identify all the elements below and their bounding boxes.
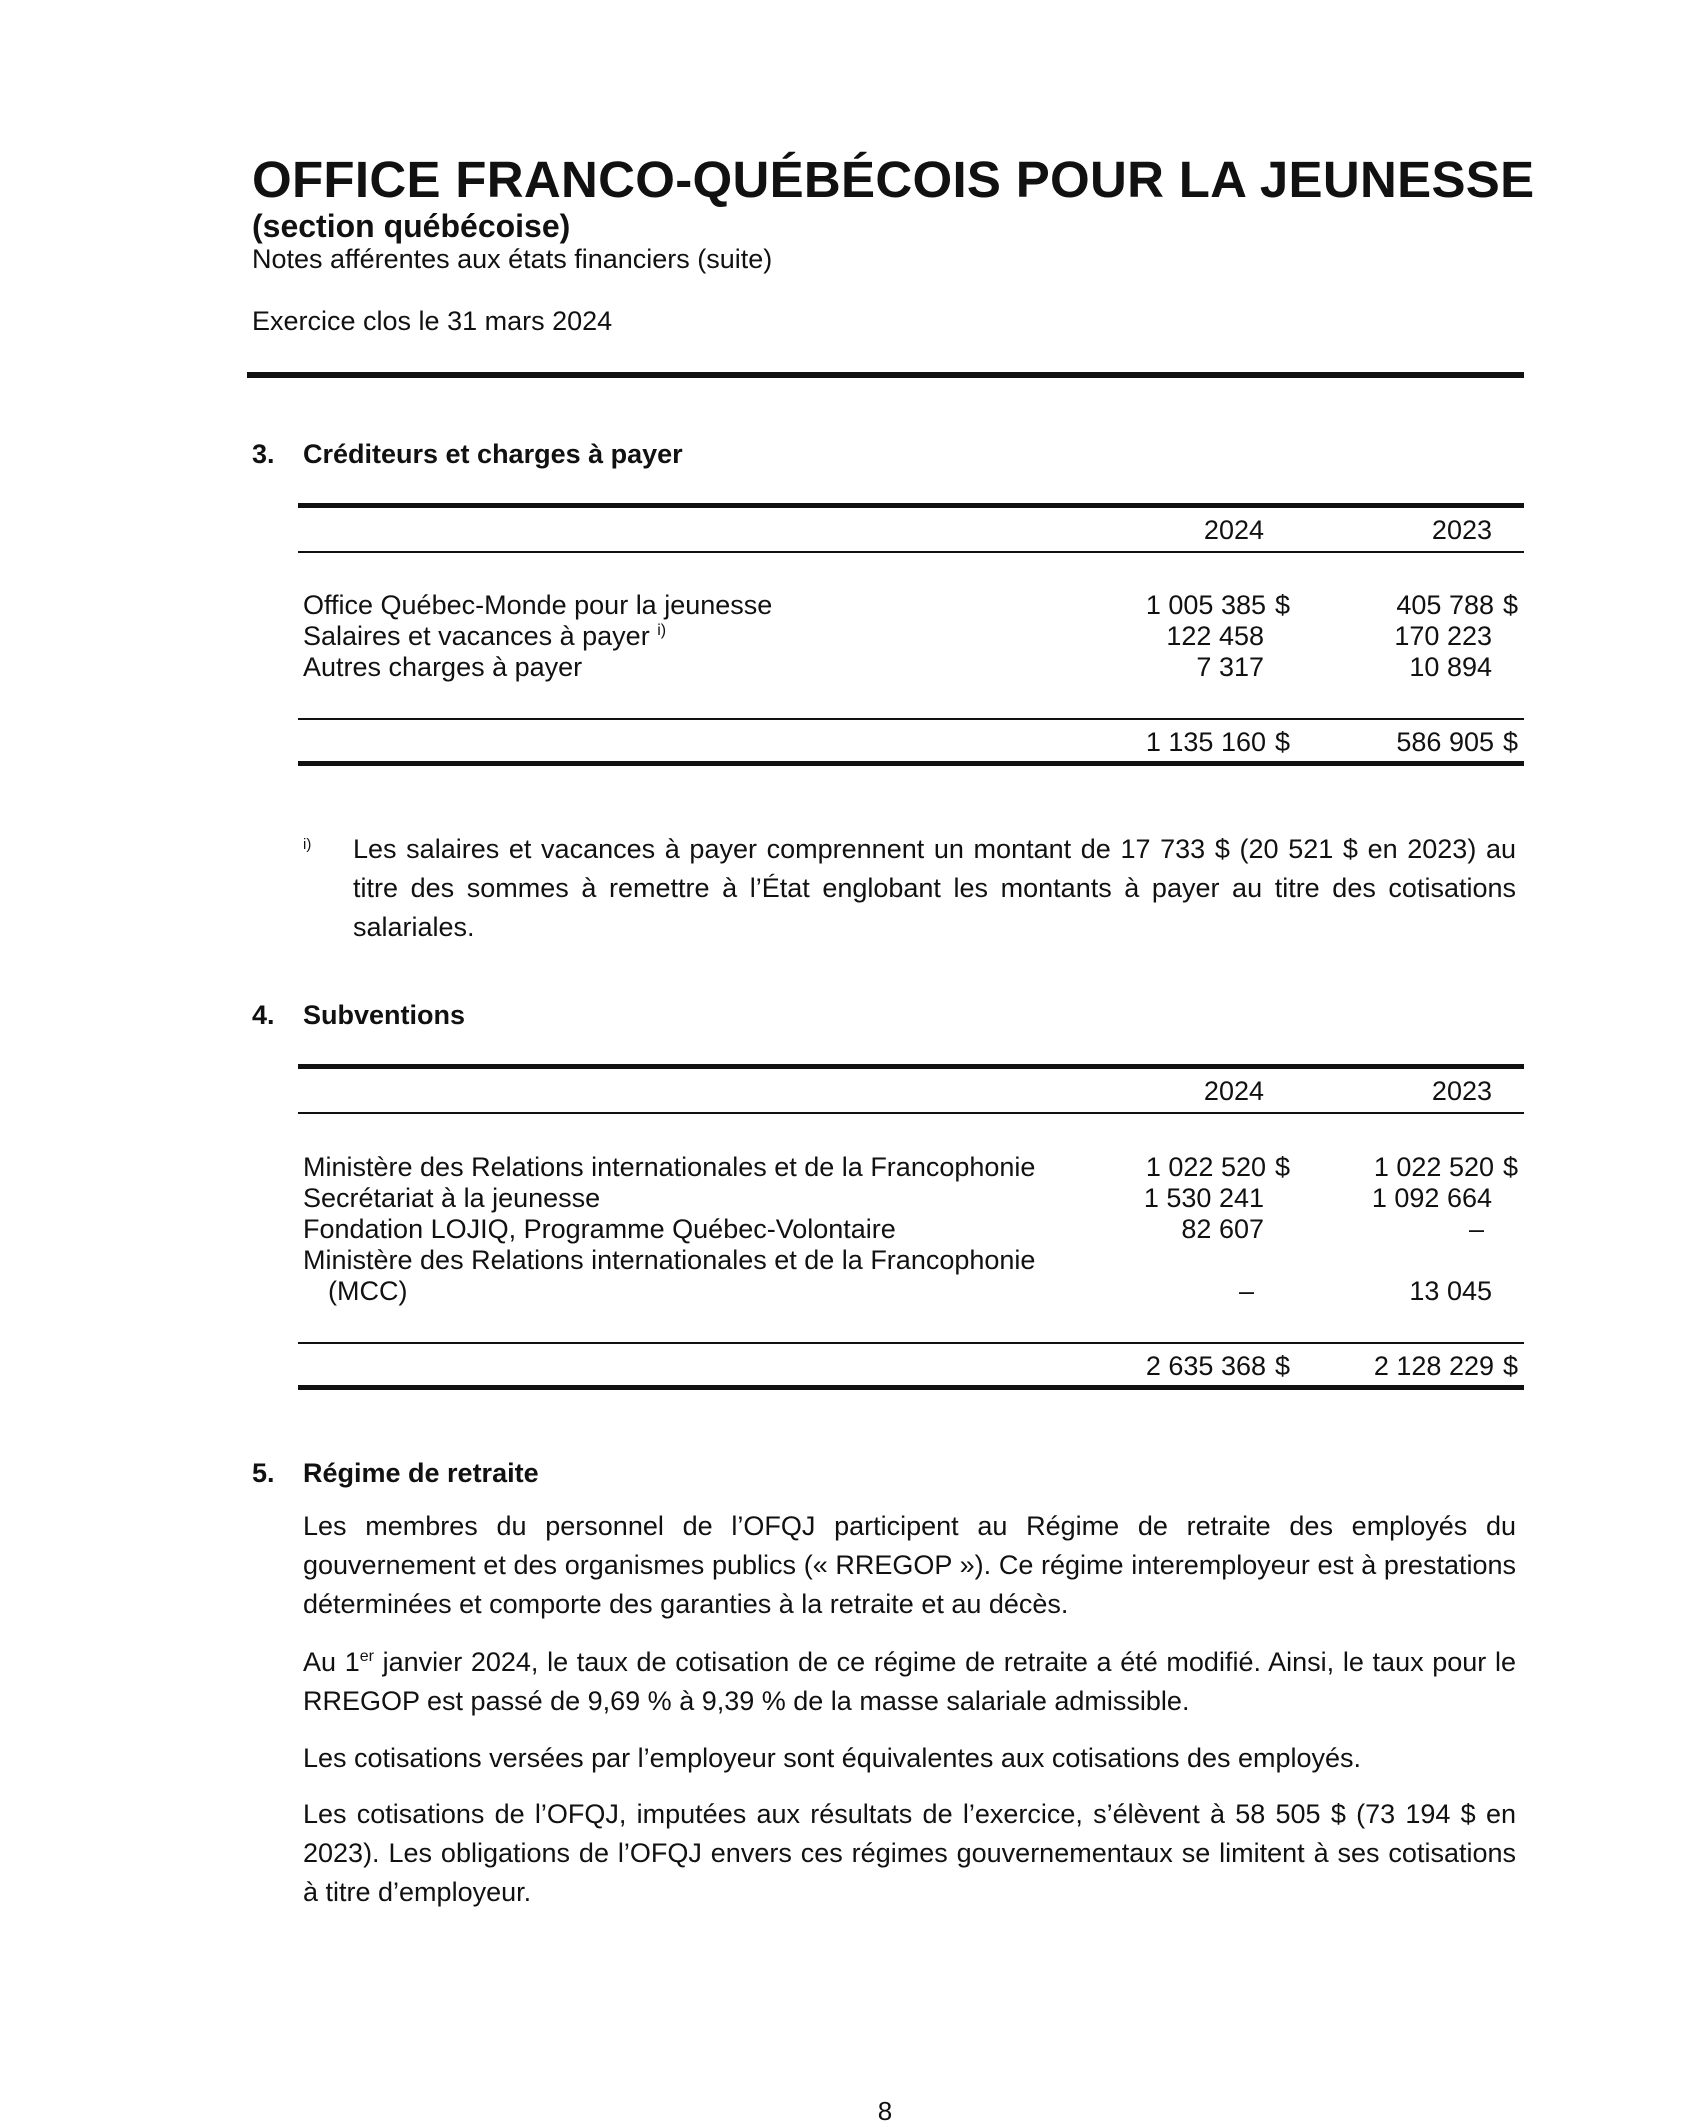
table-3-bottom-rule — [298, 761, 1524, 766]
section-5-paragraph-1: Les membres du personnel de l’OFQJ participent au Régime de retraite des employés du gouvernement et des organismes publics (« RREGOP »). Ce régime interemployeur est à prestations déterminées et comporte des garanties à la retraite et au décès. — [303, 1511, 1516, 1619]
table-4-row-1-label: Ministère des Relations internationales et de la Francophonie — [303, 1152, 1036, 1182]
document-subline: Notes afférentes aux états financiers (suite) — [252, 244, 773, 274]
table-4-row-3-label: Fondation LOJIQ, Programme Québec-Volontaire — [303, 1214, 896, 1244]
section-5-title: Régime de retraite — [303, 1458, 539, 1488]
table-4-col-2024: 2024 — [1203, 1076, 1264, 1106]
table-4-total-rule — [298, 1342, 1524, 1344]
table-4-row-2-2024: 1 530 241 — [1143, 1183, 1264, 1213]
table-4-header-rule — [298, 1112, 1524, 1114]
table-4-row-3-2023: – — [1468, 1214, 1484, 1244]
table-3-row-3-label: Autres charges à payer — [303, 652, 583, 682]
table-3-row-2-2023: 170 223 — [1394, 621, 1492, 651]
section-4-title: Subventions — [303, 1000, 466, 1030]
table-3-row-1-label: Office Québec-Monde pour la jeunesse — [303, 590, 773, 620]
section-3-number: 3. — [252, 439, 275, 469]
table-4-row-2-label: Secrétariat à la jeunesse — [303, 1183, 601, 1213]
table-3-header-rule — [298, 551, 1524, 553]
table-3-row-3-2024: 7 317 — [1196, 652, 1264, 682]
table-4-row-4-label: Ministère des Relations internationales et de la Francophonie — [303, 1245, 1036, 1275]
table-4-bottom-rule — [298, 1385, 1524, 1390]
section-5-paragraph-3: Les cotisations versées par l’employeur sont équivalentes aux cotisations des employés. — [303, 1743, 1362, 1773]
page-number: 8 — [877, 2096, 893, 2126]
table-3-col-2024: 2024 — [1203, 515, 1264, 545]
table-3-row-2-label: Salaires et vacances à payer $^{i)}$ — [303, 621, 667, 651]
table-4-total-2024: 2 635 368 $ — [1145, 1351, 1290, 1381]
table-3-col-2023: 2023 — [1431, 515, 1492, 545]
document-title: OFFICE FRANCO-QUÉBÉCOIS POUR LA JEUNESSE — [252, 151, 1535, 208]
section-3-title: Créditeurs et charges à payer — [303, 439, 683, 469]
fiscal-period: Exercice clos le 31 mars 2024 — [252, 306, 613, 336]
table-3-total-rule — [298, 718, 1524, 720]
table-3-row-1-2024: 1 005 385 $ — [1145, 590, 1290, 620]
document-subtitle: (section québécoise) — [252, 208, 571, 244]
footnote-ref: i) — [657, 622, 667, 639]
section-5-number: 5. — [252, 1458, 275, 1488]
table-4-top-rule — [298, 1064, 1524, 1069]
footnote-text: Les salaires et vacances à payer comprennent un montant de 17 733 $ (20 521 $ en 2023) au titre des sommes à remettre à l’État englobant les montants à payer au titre des cotisations salariales. — [353, 834, 1516, 942]
footnote-mark: i) — [303, 836, 312, 853]
section-5-paragraph-2: Au 1er janvier 2024, le taux de cotisation de ce régime de retraite a été modifié. Ainsi, le taux pour le RREGOP est passé de 9,69 % à 9,39 % de la masse salariale admissible. — [303, 1647, 1516, 1716]
section-5-paragraph-4: Les cotisations de l’OFQJ, imputées aux résultats de l’exercice, s’élèvent à 58 505 $ (73 194 $ en 2023). Les obligations de l’OFQJ envers ces régimes gouvernementaux se limitent à ses cotisations à titre d’employeur. — [303, 1799, 1516, 1907]
header-rule — [247, 372, 1524, 378]
table-4-row-2-2023: 1 092 664 — [1371, 1183, 1492, 1213]
table-4-row-4-label-cont: (MCC) — [328, 1276, 408, 1306]
table-4-col-2023: 2023 — [1431, 1076, 1492, 1106]
table-4-total-2023: 2 128 229 $ — [1373, 1351, 1518, 1381]
table-3-total-2024: 1 135 160 $ — [1145, 727, 1290, 757]
section-4-number: 4. — [252, 1000, 275, 1030]
table-3-row-1-2023: 405 788 $ — [1396, 590, 1518, 620]
table-4-row-1-2023: 1 022 520 $ — [1373, 1152, 1518, 1182]
table-4-row-4-2024: – — [1238, 1276, 1254, 1306]
table-3-row-2-2024: 122 458 — [1166, 621, 1264, 651]
table-4-row-4-2023: 13 045 — [1409, 1276, 1492, 1306]
table-4-row-1-2024: 1 022 520 $ — [1145, 1152, 1290, 1182]
table-3-top-rule — [298, 503, 1524, 508]
table-3-total-2023: 586 905 $ — [1396, 727, 1518, 757]
table-4-row-3-2024: 82 607 — [1181, 1214, 1264, 1244]
table-3-row-3-2023: 10 894 — [1409, 652, 1492, 682]
